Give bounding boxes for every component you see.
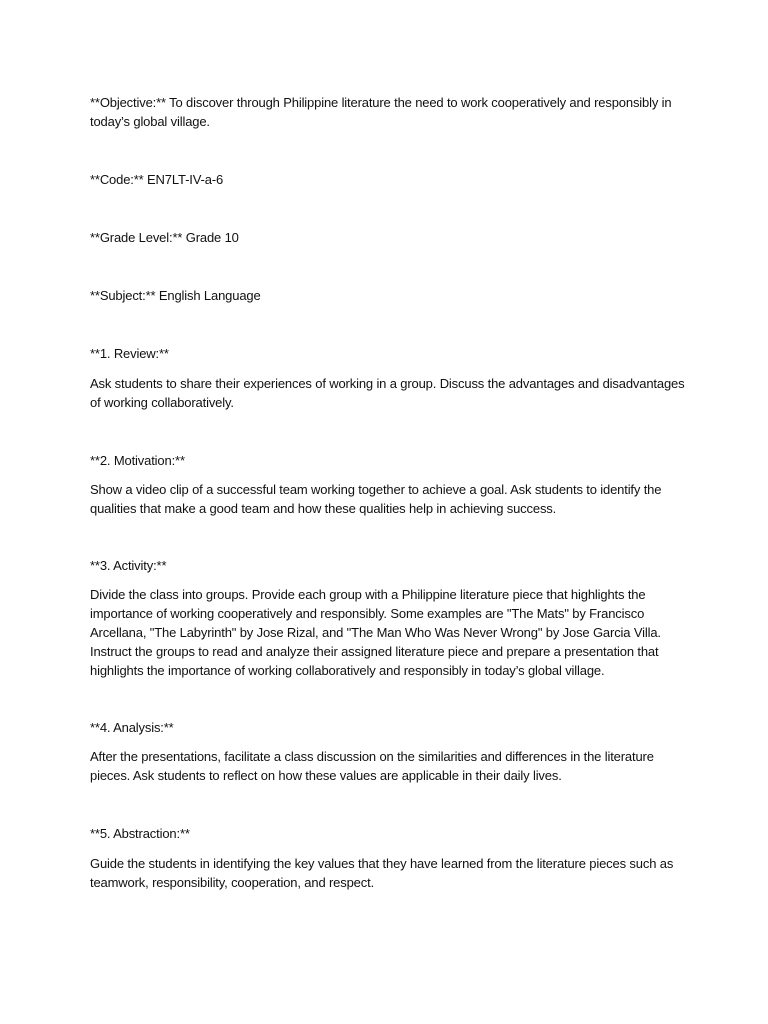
motivation-heading: **2. Motivation:** [90, 453, 185, 468]
subject-paragraph: **Subject:** English Language [90, 288, 261, 303]
analysis-body: After the presentations, facilitate a class discussion on the similarities and differences in the literature pieces. Ask students to reflect on how these values are applicable in their daily lives. [90, 749, 654, 783]
activity-heading: **3. Activity:** [90, 558, 167, 573]
objective-paragraph: **Objective:** To discover through Philippine literature the need to work cooperatively and responsibly in today’s global village. [90, 95, 672, 129]
motivation-body: Show a video clip of a successful team working together to achieve a goal. Ask students to identify the qualities that make a good team and how these qualities help in achieving success. [90, 482, 662, 516]
abstraction-heading: **5. Abstraction:** [90, 826, 190, 841]
analysis-heading: **4. Analysis:** [90, 720, 174, 735]
review-body: Ask students to share their experiences of working in a group. Discuss the advantages and disadvantages of working collaboratively. [90, 376, 685, 410]
activity-body: Divide the class into groups. Provide each group with a Philippine literature piece that highlights the importance of working cooperatively and responsibly. Some examples are "The Mats" by Francisco Arcellana, "The Labyrinth" by Jose Rizal, and "The Man Who Was Never Wrong" by Jose Garcia Villa. Instruct the groups to read and analyze their assigned literature piece and prepare a presentation that highlights the importance of working collaboratively and responsibly in today’s global village. [90, 587, 661, 678]
abstraction-body: Guide the students in identifying the key values that they have learned from the literature pieces such as teamwork, responsibility, cooperation, and respect. [90, 856, 674, 890]
code-paragraph: **Code:** EN7LT-IV-a-6 [90, 172, 224, 187]
review-heading: **1. Review:** [90, 346, 169, 361]
grade-level-paragraph: **Grade Level:** Grade 10 [90, 230, 239, 245]
